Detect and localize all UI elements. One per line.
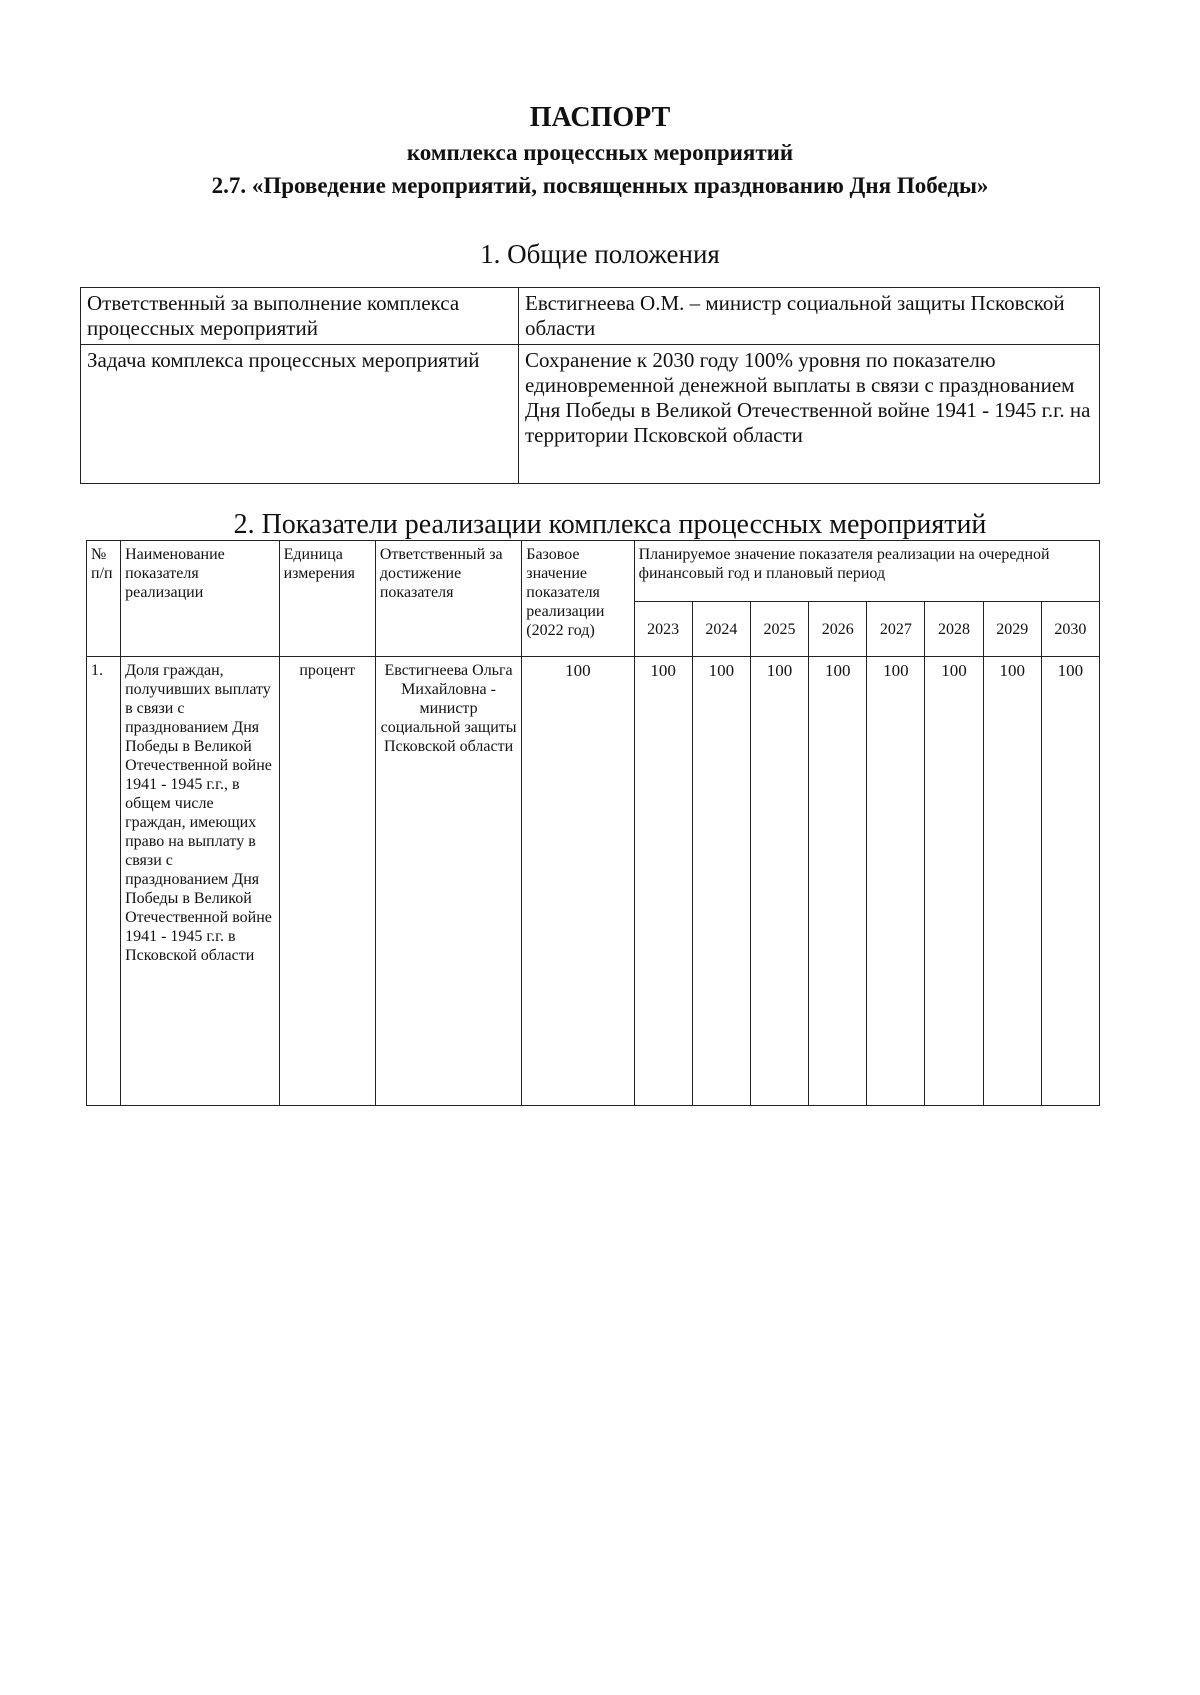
year-header: 2023 bbox=[634, 602, 692, 657]
general-provisions-table bbox=[80, 287, 1100, 484]
responsible-value: Евстигнеева О.М. – министр социальной защиты Псковской области bbox=[519, 288, 1100, 345]
col-header-unit: Единица измерения bbox=[279, 541, 375, 657]
document-title: ПАСПОРТ bbox=[529, 102, 671, 133]
indicator-responsible: Евстигнеева Ольга Михайловна - министр социальной защиты Псковской области bbox=[375, 657, 521, 1106]
table-row bbox=[81, 345, 1100, 484]
planned-value: 100 bbox=[634, 657, 692, 1106]
planned-value: 100 bbox=[750, 657, 808, 1106]
planned-value: 100 bbox=[983, 657, 1041, 1106]
planned-value: 100 bbox=[692, 657, 750, 1106]
title-block bbox=[0, 100, 1200, 202]
planned-value: 100 bbox=[809, 657, 867, 1106]
year-header: 2028 bbox=[925, 602, 983, 657]
indicator-unit: процент bbox=[279, 657, 375, 1106]
planned-value: 100 bbox=[1041, 657, 1099, 1106]
planned-value: 100 bbox=[867, 657, 925, 1106]
responsible-label: Ответственный за выполнение комплекса процессных мероприятий bbox=[81, 288, 519, 345]
col-header-name: Наименование показателя реализации bbox=[121, 541, 279, 657]
document-subtitle: комплекса процессных мероприятий bbox=[406, 140, 794, 165]
col-header-base: Базовое значение показателя реализации (2022 год) bbox=[522, 541, 634, 657]
planned-value: 100 bbox=[925, 657, 983, 1106]
indicator-name: Доля граждан, получивших выплату в связи с празднованием Дня Победы в Великой Отечественной войне 1941 - 1945 г.г., в общем числе граждан, имеющих право на выплату в связи с празднованием Дня Победы в Великой Отечественной войне 1941 - 1945 г.г. в Псковской области bbox=[121, 657, 279, 1106]
year-header: 2029 bbox=[983, 602, 1041, 657]
task-label: Задача комплекса процессных мероприятий bbox=[81, 345, 519, 484]
year-header: 2025 bbox=[750, 602, 808, 657]
year-header: 2027 bbox=[867, 602, 925, 657]
col-header-num: № п/п bbox=[87, 541, 121, 657]
table-row bbox=[81, 288, 1100, 345]
indicators-table bbox=[86, 540, 1100, 1106]
section-1-heading: 1. Общие положения bbox=[480, 239, 720, 269]
program-title: 2.7. «Проведение мероприятий, посвященных празднованию Дня Победы» bbox=[211, 173, 989, 198]
col-header-planned: Планируемое значение показателя реализации на очередной финансовый год и плановый период bbox=[634, 541, 1099, 602]
task-value: Сохранение к 2030 году 100% уровня по показателю единовременной денежной выплаты в связи с празднованием Дня Победы в Великой Отечественной войне 1941 - 1945 г.г. на территории Псковской области bbox=[519, 345, 1100, 484]
table-header-row bbox=[87, 541, 1100, 602]
section-2-heading: 2. Показатели реализации комплекса процессных мероприятий bbox=[233, 509, 987, 540]
year-header: 2030 bbox=[1041, 602, 1099, 657]
table-row bbox=[87, 657, 1100, 1106]
year-header: 2024 bbox=[692, 602, 750, 657]
row-num: 1. bbox=[87, 657, 121, 1106]
year-header: 2026 bbox=[809, 602, 867, 657]
col-header-responsible: Ответственный за достижение показателя bbox=[375, 541, 521, 657]
indicator-base-value: 100 bbox=[522, 657, 634, 1106]
